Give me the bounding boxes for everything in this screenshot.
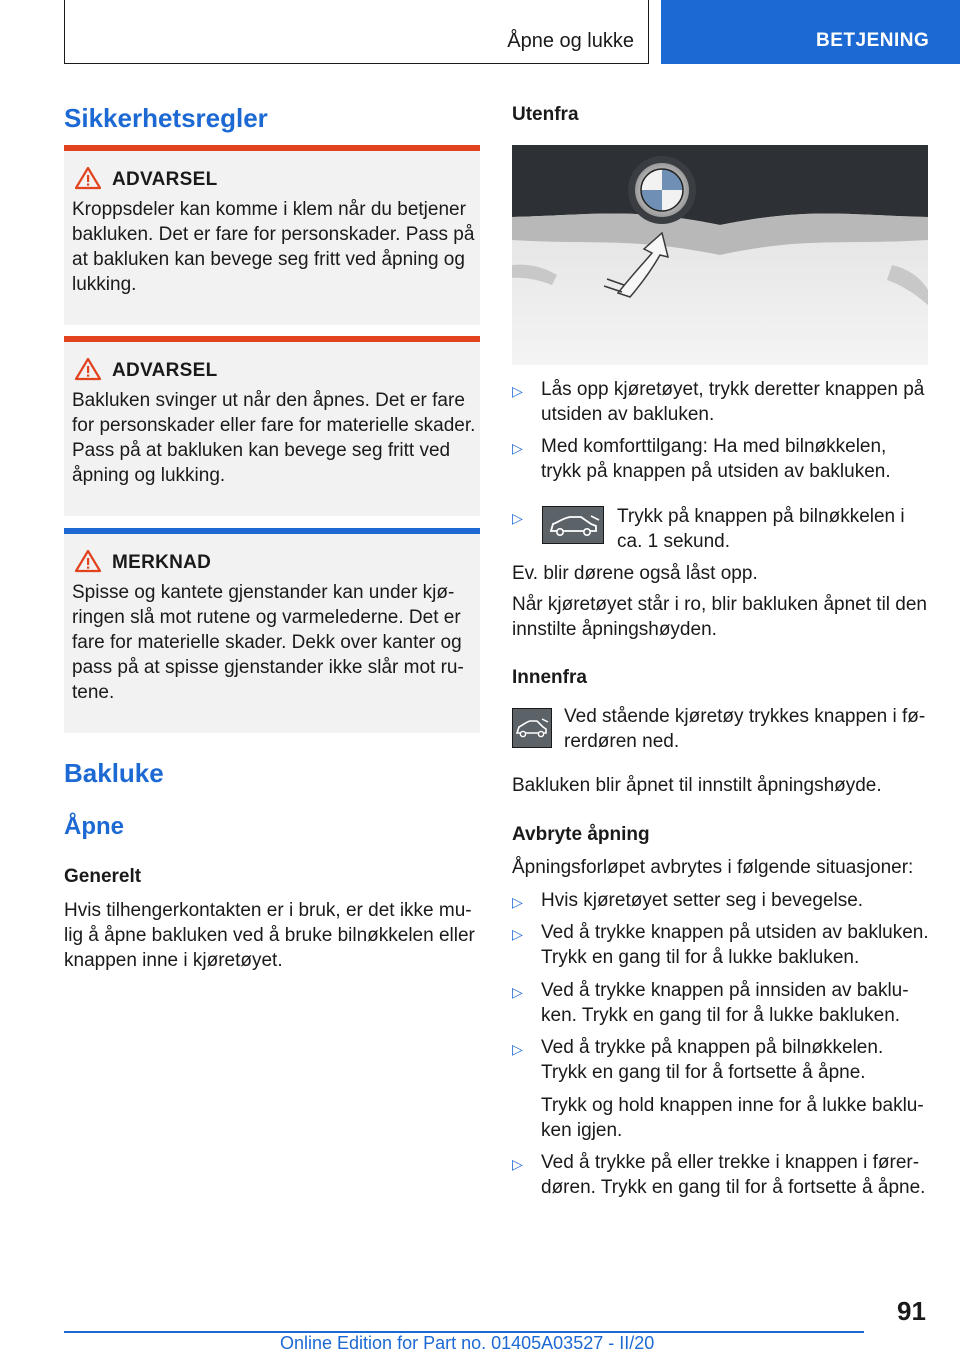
step-text: Ved å trykke knappen på utsiden av bakluken. Trykk en gang til for å lukke bakluken. <box>541 922 929 968</box>
warning-title: ADVARSEL <box>112 169 218 190</box>
bullet-triangle-icon: ▷ <box>512 383 523 399</box>
notice-bar <box>64 528 480 534</box>
step-extra-text: Trykk og hold knappen inne for å lukke baklu-ken igjen. <box>541 1095 924 1141</box>
note-doors: Ev. blir dørene også låst opp. <box>512 563 758 584</box>
innenfra-heading: Innenfra <box>512 667 587 688</box>
warning-text: Kroppsdeler kan komme i klem når du betjener bakluken. Det er fare for personskader. Pass på at bakluken kan bevege seg fritt ved åpning og lukking. <box>72 199 475 295</box>
avbryte-intro: Åpningsforløpet avbrytes i følgende situasjoner: <box>512 857 914 878</box>
car-trunk-key-icon <box>542 506 604 544</box>
list-item <box>512 888 928 914</box>
notice-box <box>64 528 480 733</box>
section-title-bakluke: Bakluke <box>64 758 164 788</box>
list-item <box>512 978 928 1028</box>
innenfra-text: Ved stående kjøretøy trykkes knappen i fø-rerdøren ned. <box>564 706 926 752</box>
header-chapter-tab <box>661 0 960 64</box>
warning-box-1 <box>64 145 480 325</box>
avbryte-heading: Avbryte åpning <box>512 824 650 845</box>
bullet-triangle-icon: ▷ <box>512 510 523 526</box>
warning-bar <box>64 336 480 342</box>
step-text: Ved å trykke på knappen på bilnøkkelen. Trykk en gang til for å fortsette å åpne. <box>541 1037 884 1083</box>
footer-edition: Online Edition for Part no. 01405A03527 - II/20 <box>280 1333 655 1353</box>
header-section-title: Åpne og lukke <box>507 30 634 52</box>
generelt-heading: Generelt <box>64 866 142 887</box>
bullet-triangle-icon: ▷ <box>512 984 523 1000</box>
list-item <box>512 1150 928 1200</box>
bullet-triangle-icon: ▷ <box>512 894 523 910</box>
trunk-lid-image <box>512 145 928 365</box>
notice-text: Spisse og kantete gjenstander kan under kjø-ringen slå mot rutene og varmelederne. Det er fare for materielle skader. Dekk over kanter og pass på at spisse gjenstander ikke slår mot ru-tene. <box>72 582 464 703</box>
note-opening-height: Når kjøretøyet står i ro, blir bakluken åpnet til den innstilte åpningshøyden. <box>512 594 928 640</box>
bullet-triangle-icon: ▷ <box>512 440 523 456</box>
step-text: Lås opp kjøretøyet, trykk deretter knappen på utsiden av bakluken. <box>541 379 925 425</box>
step-text: Trykk på knappen på bilnøkkelen i ca. 1 sekund. <box>617 506 905 552</box>
innenfra-note: Bakluken blir åpnet til innstilt åpningshøyde. <box>512 775 882 796</box>
step-text: Med komforttilgang: Ha med bilnøkkelen, trykk på knappen på utsiden av bakluken. <box>541 436 891 482</box>
list-item <box>512 434 928 484</box>
step-text: Ved å trykke knappen på innsiden av baklu-ken. Trykk en gang til for å lukke bakluken. <box>541 980 909 1026</box>
utenfra-heading: Utenfra <box>512 104 579 125</box>
step-text: Hvis kjøretøyet setter seg i bevegelse. <box>541 890 864 911</box>
warning-text: Bakluken svinger ut når den åpnes. Det er fare for personskader eller fare for materielle skader. Pass på at bakluken kan bevege seg fritt ved åpning og lukking. <box>72 390 476 486</box>
warning-triangle-icon <box>74 356 102 382</box>
header-section-box <box>64 0 649 64</box>
warning-triangle-icon <box>74 165 102 191</box>
notice-title: MERKNAD <box>112 552 212 573</box>
header-chapter-label: BETJENING <box>816 30 930 51</box>
list-item <box>512 920 928 970</box>
bullet-triangle-icon: ▷ <box>512 1156 523 1172</box>
safety-heading: Sikkerhetsregler <box>64 103 268 133</box>
subsection-title-apne: Åpne <box>64 813 124 840</box>
bullet-triangle-icon: ▷ <box>512 1041 523 1057</box>
warning-bar <box>64 145 480 151</box>
page-number: 91 <box>897 1296 926 1326</box>
bullet-triangle-icon: ▷ <box>512 926 523 942</box>
warning-box-2 <box>64 336 480 516</box>
warning-title: ADVARSEL <box>112 360 218 381</box>
warning-triangle-icon <box>74 548 102 574</box>
generelt-text: Hvis tilhengerkontakten er i bruk, er det ikke mu-lig å åpne bakluken ved å bruke bilnøkkelen eller knappen inne i kjøretøyet. <box>64 900 475 971</box>
list-item <box>512 1035 928 1085</box>
trunk-button-photo <box>512 145 928 365</box>
list-item <box>512 377 928 427</box>
car-trunk-button-icon <box>512 708 552 748</box>
step-text: Ved å trykke på eller trekke i knappen i fører-døren. Trykk en gang til for å fortsette å åpne. <box>541 1152 926 1198</box>
